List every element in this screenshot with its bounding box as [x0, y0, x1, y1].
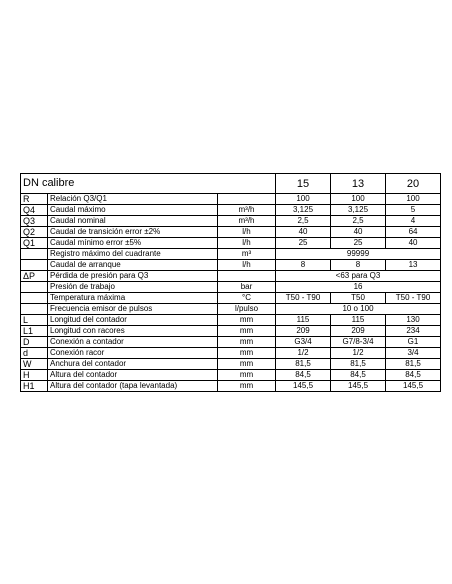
row-value: 84,5 [276, 370, 331, 381]
row-unit: l/h [218, 260, 276, 271]
row-value: 84,5 [386, 370, 441, 381]
row-code: W [21, 359, 48, 370]
table-row [21, 381, 441, 392]
row-value: T50 - T90 [276, 293, 331, 304]
table-row [21, 348, 441, 359]
table-row [21, 271, 441, 282]
row-description: Caudal de arranque [48, 260, 218, 271]
row-description: Temperatura máxima [48, 293, 218, 304]
table-row [21, 337, 441, 348]
row-value: G1 [386, 337, 441, 348]
row-value: 100 [331, 194, 386, 205]
row-value: 209 [331, 326, 386, 337]
header-dn-value: 15 [276, 174, 331, 194]
row-unit: mm [218, 326, 276, 337]
row-unit: mm [218, 315, 276, 326]
row-value: 81,5 [331, 359, 386, 370]
row-value: 3/4 [386, 348, 441, 359]
row-value: 81,5 [276, 359, 331, 370]
row-value: 209 [276, 326, 331, 337]
table-header-row [21, 174, 441, 194]
row-value: 145,5 [331, 381, 386, 392]
table-row [21, 315, 441, 326]
row-value: 13 [386, 260, 441, 271]
row-description: Caudal nominal [48, 216, 218, 227]
table-row [21, 216, 441, 227]
row-description: Conexión racor [48, 348, 218, 359]
table-row [21, 282, 441, 293]
row-value: 1/2 [331, 348, 386, 359]
row-description: Registro máximo del cuadrante [48, 249, 218, 260]
row-value: 8 [276, 260, 331, 271]
row-value: 25 [276, 238, 331, 249]
table-row [21, 293, 441, 304]
row-value: 234 [386, 326, 441, 337]
row-unit: l/h [218, 238, 276, 249]
row-unit: °C [218, 293, 276, 304]
row-value: G3/4 [276, 337, 331, 348]
row-value: 2,5 [331, 216, 386, 227]
table-row [21, 238, 441, 249]
row-description: Presión de trabajo [48, 282, 218, 293]
row-value: T50 - T90 [386, 293, 441, 304]
row-value: 25 [331, 238, 386, 249]
header-label: DN calibre [21, 174, 276, 194]
row-value: 115 [331, 315, 386, 326]
row-description: Caudal de transición error ±2% [48, 227, 218, 238]
row-value: 100 [276, 194, 331, 205]
row-description: Conexión a contador [48, 337, 218, 348]
row-merged-value: 16 [276, 282, 441, 293]
row-value: 2,5 [276, 216, 331, 227]
specifications-table [20, 173, 441, 392]
row-unit: m³/h [218, 216, 276, 227]
header-dn-value: 13 [331, 174, 386, 194]
row-value: 115 [276, 315, 331, 326]
row-unit: m³/h [218, 205, 276, 216]
table-row [21, 370, 441, 381]
row-code: R [21, 194, 48, 205]
row-code: Q3 [21, 216, 48, 227]
row-value: 4 [386, 216, 441, 227]
row-value: 145,5 [276, 381, 331, 392]
row-description: Caudal máximo [48, 205, 218, 216]
row-unit: mm [218, 337, 276, 348]
row-code: Q1 [21, 238, 48, 249]
row-value: 3,125 [331, 205, 386, 216]
row-value: G7/8-3/4 [331, 337, 386, 348]
row-unit: mm [218, 359, 276, 370]
row-value: 145,5 [386, 381, 441, 392]
row-value: 40 [386, 238, 441, 249]
row-code: Q2 [21, 227, 48, 238]
row-unit: mm [218, 381, 276, 392]
row-code [21, 249, 48, 260]
row-value: 40 [331, 227, 386, 238]
table-row [21, 205, 441, 216]
row-unit: l/h [218, 227, 276, 238]
row-description: Altura del contador (tapa levantada) [48, 381, 218, 392]
row-description: Altura del contador [48, 370, 218, 381]
row-merged-value: 10 o 100 [276, 304, 441, 315]
row-code: Q4 [21, 205, 48, 216]
row-unit: l/pulso [218, 304, 276, 315]
table-row [21, 260, 441, 271]
row-value: 81,5 [386, 359, 441, 370]
row-unit: bar [218, 282, 276, 293]
row-description: Anchura del contador [48, 359, 218, 370]
row-code: L1 [21, 326, 48, 337]
table-row [21, 249, 441, 260]
row-code [21, 282, 48, 293]
row-unit: m³ [218, 249, 276, 260]
row-code: L [21, 315, 48, 326]
row-merged-value: 99999 [276, 249, 441, 260]
row-value: 8 [331, 260, 386, 271]
row-value: 40 [276, 227, 331, 238]
row-value: 64 [386, 227, 441, 238]
row-unit: mm [218, 348, 276, 359]
row-value: 3,125 [276, 205, 331, 216]
row-description: Relación Q3/Q1 [48, 194, 218, 205]
row-code: H [21, 370, 48, 381]
row-description: Pérdida de presión para Q3 [48, 271, 218, 282]
row-value: 5 [386, 205, 441, 216]
row-value: 130 [386, 315, 441, 326]
row-code: ΔP [21, 271, 48, 282]
row-code [21, 293, 48, 304]
row-code [21, 260, 48, 271]
row-code: H1 [21, 381, 48, 392]
row-value: 84,5 [331, 370, 386, 381]
row-value: 100 [386, 194, 441, 205]
table-row [21, 227, 441, 238]
row-value: 1/2 [276, 348, 331, 359]
row-description: Frecuencia emisor de pulsos [48, 304, 218, 315]
table-row [21, 304, 441, 315]
row-unit [218, 194, 276, 205]
header-dn-value: 20 [386, 174, 441, 194]
row-description: Longitud del contador [48, 315, 218, 326]
row-merged-value: <63 para Q3 [276, 271, 441, 282]
row-code: d [21, 348, 48, 359]
table-row [21, 194, 441, 205]
row-unit [218, 271, 276, 282]
row-unit: mm [218, 370, 276, 381]
row-value: T50 [331, 293, 386, 304]
row-description: Caudal mínimo error ±5% [48, 238, 218, 249]
row-code: D [21, 337, 48, 348]
table-row [21, 359, 441, 370]
row-description: Longitud con racores [48, 326, 218, 337]
row-code [21, 304, 48, 315]
table-row [21, 326, 441, 337]
